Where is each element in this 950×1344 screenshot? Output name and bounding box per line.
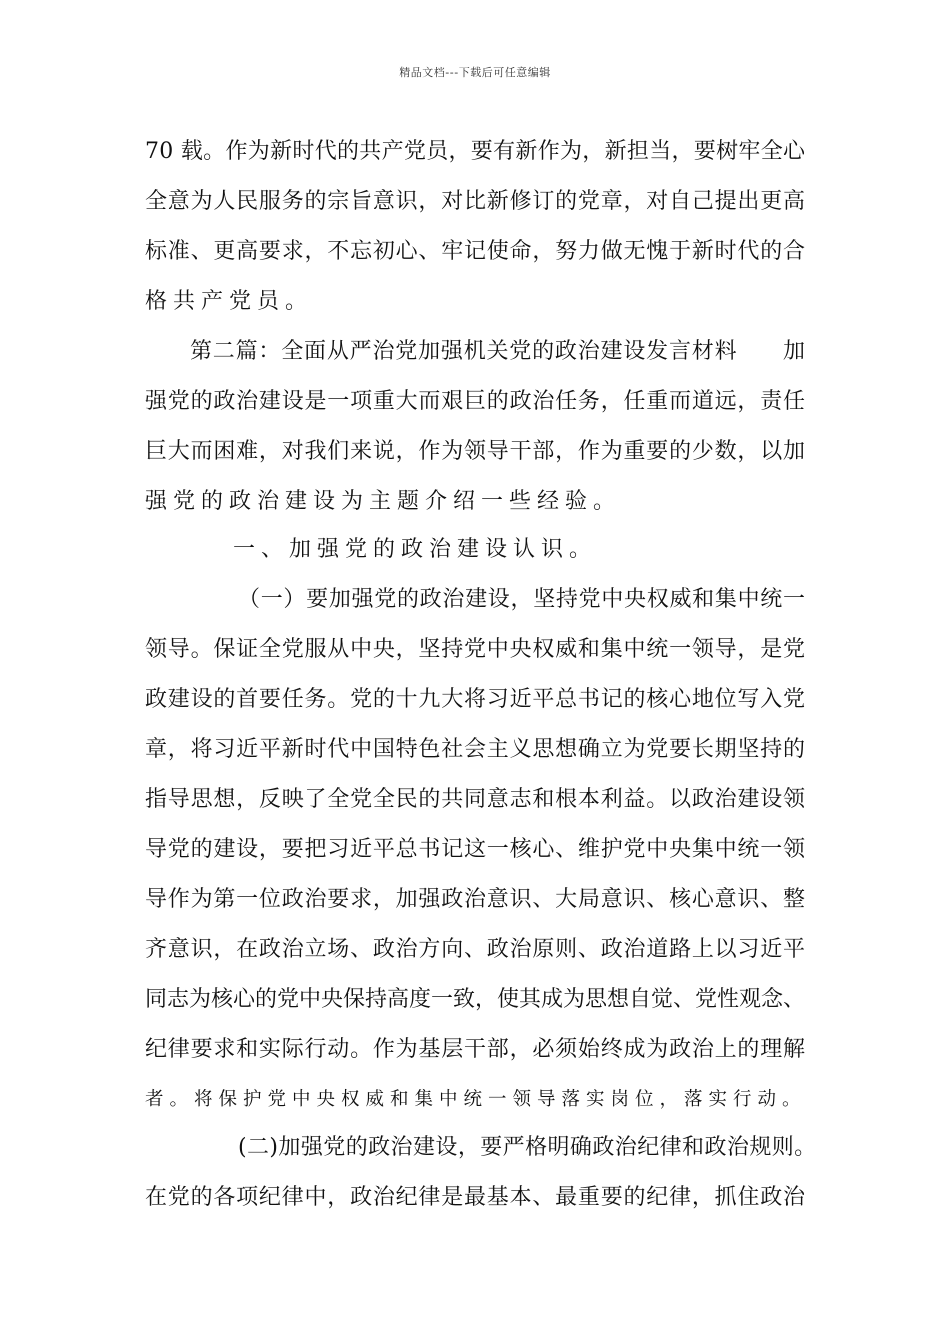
body-line: 巨大而困难，对我们来说，作为领导干部，作为重要的少数，以加: [145, 439, 806, 464]
body-line: 齐意识，在政治立场、政治方向、政治原则、政治道路上以习近平: [145, 937, 806, 962]
body-line: 者。将保护党中央权威和集中统一领导落实岗位，落实行动。: [145, 1089, 807, 1110]
body-line: 政建设的首要任务。党的十九大将习近平总书记的核心地位写入党: [145, 687, 806, 712]
heading-line: 一、加强党的政治建设认识。: [233, 537, 598, 562]
subheading-line: （一）要加强党的政治建设，坚持党中央权威和集中统一: [238, 587, 806, 612]
body-line: 强党的政治建设是一项重大而艰巨的政治任务，任重而道远，责任: [145, 389, 806, 414]
body-line: 格共产党员。: [145, 289, 314, 314]
body-line: 70 载。作为新时代的共产党员，要有新作为，新担当，要树牢全心: [145, 139, 806, 164]
body-line: 在党的各项纪律中，政治纪律是最基本、最重要的纪律，抓住政治: [145, 1185, 806, 1210]
body-line: 领导。保证全党服从中央，坚持党中央权威和集中统一领导，是党: [145, 637, 806, 662]
body-line: 导党的建设，要把习近平总书记这一核心、维护党中央集中统一领: [145, 837, 806, 862]
body-line: 全意为人民服务的宗旨意识，对比新修订的党章，对自己提出更高: [145, 189, 806, 214]
page-header: 精品文档---下载后可任意编辑: [399, 66, 551, 79]
body-line: 章，将习近平新时代中国特色社会主义思想确立为党要长期坚持的: [145, 737, 806, 762]
body-line: 纪律要求和实际行动。作为基层干部，必须始终成为政治上的理解: [145, 1037, 806, 1062]
section-title-line: 第二篇：全面从严治党加强机关党的政治建设发言材料 加: [190, 339, 806, 364]
body-line: 强党的政治建设为主题介绍一些经验。: [145, 489, 622, 514]
body-line: 指导思想，反映了全党全民的共同意志和根本利益。以政治建设领: [145, 787, 806, 812]
body-line: 导作为第一位政治要求，加强政治意识、大局意识、核心意识、整: [145, 887, 806, 912]
body-line: 同志为核心的党中央保持高度一致，使其成为思想自觉、党性观念、: [145, 987, 806, 1012]
subheading-line: (二)加强党的政治建设，要严格明确政治纪律和政治规则。: [238, 1135, 817, 1160]
body-line: 标准、更高要求，不忘初心、牢记使命，努力做无愧于新时代的合: [145, 239, 806, 264]
